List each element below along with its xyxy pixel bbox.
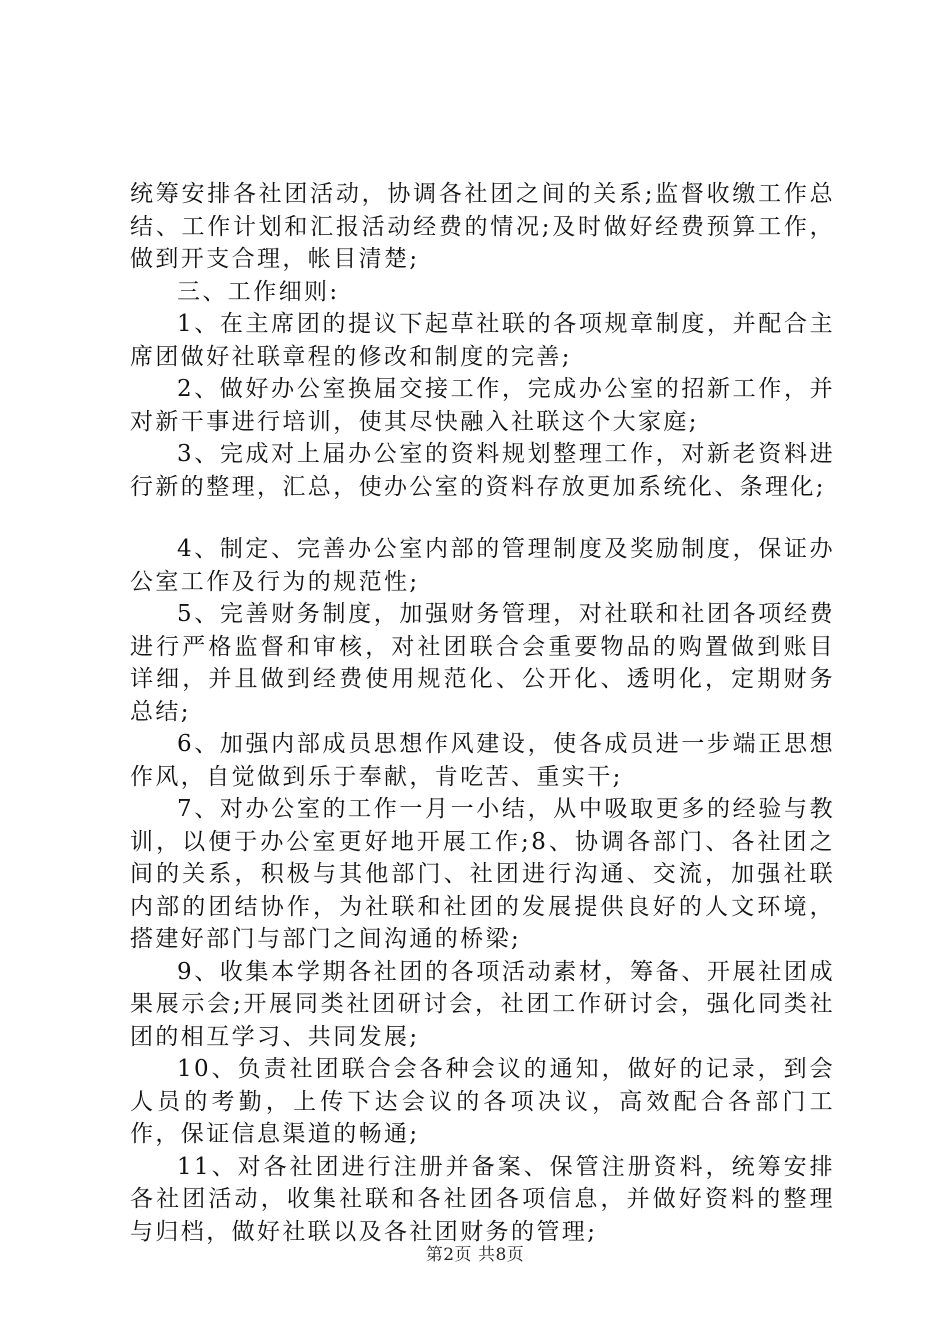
rule-item-10: 10、负责社团联合会各种会议的通知，做好的记录，到会人员的考勤，上传下达会议的各项决议，高效配合各部门工作，保证信息渠道的畅通;	[130, 1056, 835, 1147]
rule-item-4: 4、制定、完善办公室内部的管理制度及奖励制度，保证办公室工作及行为的规范性;	[130, 536, 835, 595]
paragraph-continuation: 统筹安排各社团活动，协调各社团之间的关系;监督收缴工作总结、工作计划和汇报活动经费的情况;及时做好经费预算工作，做到开支合理，帐目清楚;	[130, 181, 835, 272]
rule-item-2: 2、做好办公室换届交接工作，完成办公室的招新工作，并对新干事进行培训，使其尽快融入社联这个大家庭;	[130, 376, 835, 435]
document-body	[130, 178, 835, 1248]
rule-item-3: 3、完成对上届办公室的资料规划整理工作，对新老资料进行新的整理，汇总，使办公室的资料存放更加系统化、条理化;	[130, 441, 835, 500]
rule-item-9: 9、收集本学期各社团的各项活动素材，筹备、开展社团成果展示会;开展同类社团研讨会，社团工作研讨会，强化同类社团的相互学习、共同发展;	[130, 958, 835, 1050]
paragraph-gap	[130, 503, 835, 533]
rule-item-7-8: 7、对办公室的工作一月一小结，从中吸取更多的经验与教训，以便于办公室更好地开展工作;8、协调各部门、各社团之间的关系，积极与其他部门、社团进行沟通、交流，加强社联内部的团结协作，为社联和社团的发展提供良好的人文环境，搭建好部门与部门之间沟通的桥梁;	[130, 796, 835, 952]
rule-item-6: 6、加强内部成员思想作风建设，使各成员进一步端正思想作风，自觉做到乐于奉献，肯吃苦、重实干;	[130, 731, 835, 790]
section-heading-work-rules: 三、工作细则:	[177, 278, 340, 305]
rule-item-1: 1、在主席团的提议下起草社联的各项规章制度，并配合主席团做好社联章程的修改和制度的完善;	[130, 311, 835, 370]
page-number-footer: 第2页 共8页	[425, 1245, 525, 1265]
rule-item-11: 11、对各社团进行注册并备案、保管注册资料，统筹安排各社团活动，收集社联和各社团各项信息，并做好资料的整理与归档，做好社联以及各社团财务的管理;	[130, 1153, 835, 1245]
rule-item-5: 5、完善财务制度，加强财务管理，对社联和社团各项经费进行严格监督和审核，对社团联合会重要物品的购置做到账目详细，并且做到经费使用规范化、公开化、透明化，定期财务总结;	[130, 601, 835, 725]
